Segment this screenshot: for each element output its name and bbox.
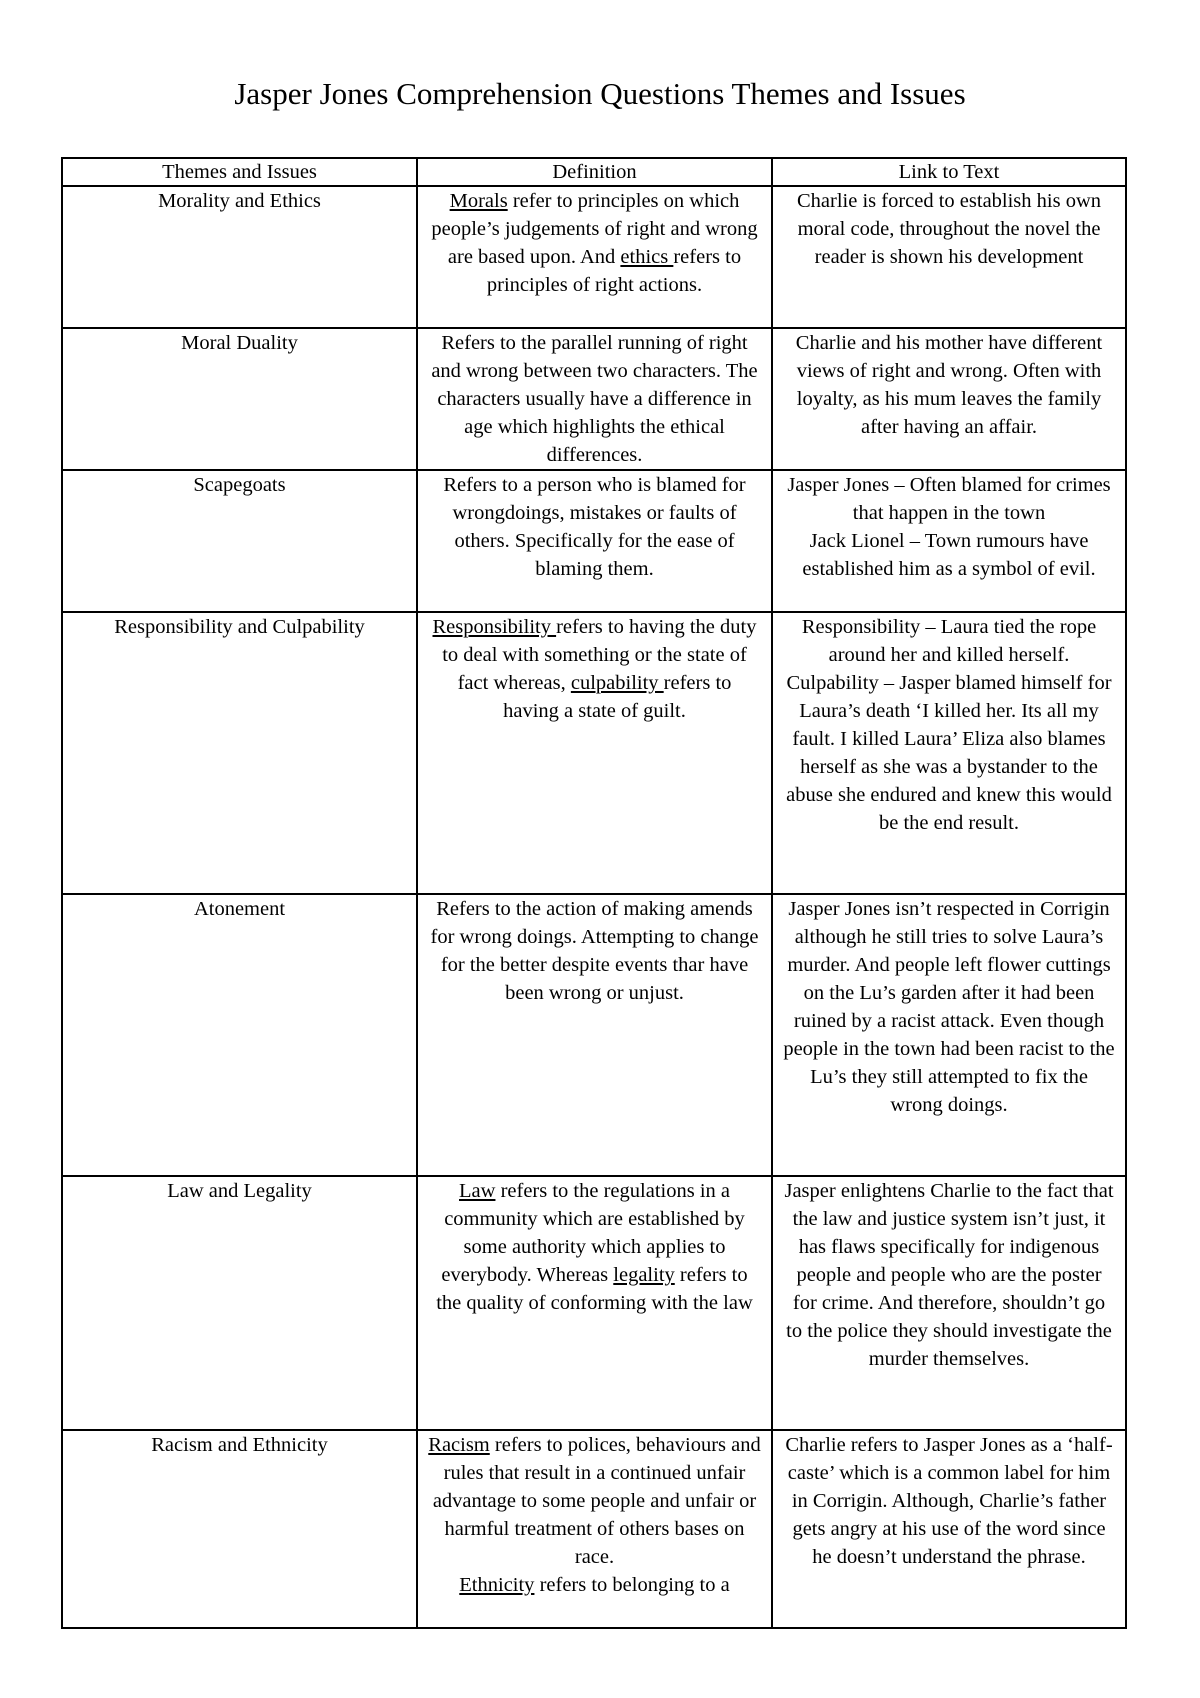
column-header-definition: Definition: [417, 158, 772, 186]
link-cell: [772, 186, 1126, 328]
link-cell: [772, 470, 1126, 612]
table-row: [62, 1430, 1126, 1628]
definition-text: refers to polices, behaviours and rules that result in a continued unfair advantage to some people and unfair or harmful treatment of others bases on race.: [432, 1434, 761, 1568]
definition-paragraph: [428, 1571, 761, 1599]
definition-text: refers to having the duty to deal with something or the state of fact whereas,: [442, 616, 757, 694]
table-row: [62, 470, 1126, 612]
link-cell: [772, 328, 1126, 470]
theme-cell: Law and Legality: [62, 1176, 417, 1430]
table-row: [62, 1176, 1126, 1430]
definition-text: refers to the quality of conforming with the law: [436, 1264, 753, 1314]
definition-text: Refers to the action of making amends for wrong doings. Attempting to change for the better despite events thar have been wrong or unjust.: [430, 898, 759, 1004]
definition-term: Morals: [449, 190, 508, 212]
definition-text: refer to principles on which people’s judgements of right and wrong are based upon. And: [431, 190, 758, 268]
theme-cell: Racism and Ethnicity: [62, 1430, 417, 1628]
theme-cell: Responsibility and Culpability: [62, 612, 417, 894]
link-text: Jack Lionel – Town rumours have established him as a symbol of evil.: [802, 530, 1096, 580]
theme-cell: Moral Duality: [62, 328, 417, 470]
theme-cell: Atonement: [62, 894, 417, 1176]
table-row: [62, 328, 1126, 470]
definition-cell: [417, 1176, 772, 1430]
table-row: [62, 894, 1126, 1176]
link-text: Jasper enlightens Charlie to the fact that the law and justice system isn’t just, it has flaws specifically for indigenous people and people who are the poster for crime. And therefore, shouldn’t go to the police they should investigate the murder themselves.: [784, 1180, 1114, 1370]
definition-cell: [417, 470, 772, 612]
definition-term: legality: [613, 1264, 675, 1286]
table-row: [62, 612, 1126, 894]
link-text: Charlie refers to Jasper Jones as a ‘half-caste’ which is a common label for him in Corrigin. Although, Charlie’s father gets angry at his use of the word since he doesn’t understand the phrase.: [785, 1434, 1113, 1568]
definition-term: ethics: [620, 246, 674, 268]
column-header-themes: Themes and Issues: [62, 158, 417, 186]
definition-text: Refers to a person who is blamed for wrongdoings, mistakes or faults of others. Specifically for the ease of blaming them.: [443, 474, 746, 580]
link-text: Responsibility – Laura tied the rope around her and killed herself.: [801, 616, 1097, 666]
definition-cell: [417, 612, 772, 894]
definition-text: refers to having a state of guilt.: [503, 672, 732, 722]
link-cell: [772, 894, 1126, 1176]
link-cell: [772, 1176, 1126, 1430]
document-title: Jasper Jones Comprehension Questions Themes and Issues: [234, 76, 966, 111]
link-text: Culpability – Jasper blamed himself for Laura’s death ‘I killed her. Its all my fault. I killed Laura’ Eliza also blames herself as she was a bystander to the abuse she endured and knew this would be the end result.: [786, 672, 1112, 834]
definition-cell: [417, 328, 772, 470]
theme-cell: Scapegoats: [62, 470, 417, 612]
definition-paragraph: [428, 1431, 761, 1571]
link-text: Charlie is forced to establish his own moral code, throughout the novel the reader is shown his development: [796, 190, 1102, 268]
theme-cell: Morality and Ethics: [62, 186, 417, 328]
definition-text: refers to principles of right actions.: [486, 246, 742, 296]
definition-text: Refers to the parallel running of right and wrong between two characters. The characters usually have a difference in age which highlights the ethical differences.: [431, 332, 758, 466]
table-row: [62, 186, 1126, 328]
themes-table: [61, 157, 1127, 1629]
definition-text: refers to belonging to a: [534, 1574, 730, 1596]
definition-cell: [417, 1430, 772, 1628]
column-header-link: Link to Text: [772, 158, 1126, 186]
table-header-row: [62, 158, 1126, 186]
link-text: Charlie and his mother have different views of right and wrong. Often with loyalty, as his mum leaves the family after having an affair.: [795, 332, 1103, 438]
definition-term: Racism: [428, 1434, 490, 1456]
definition-term: Law: [459, 1180, 496, 1202]
definition-term: Responsibility: [432, 616, 557, 638]
link-text: Jasper Jones isn’t respected in Corrigin although he still tries to solve Laura’s murder. And people left flower cuttings on the Lu’s garden after it had been ruined by a racist attack. Even though people in the town had been racist to the Lu’s they still attempted to fix the wrong doings.: [783, 898, 1115, 1116]
definition-cell: [417, 894, 772, 1176]
definition-cell: [417, 186, 772, 328]
link-text: Jasper Jones – Often blamed for crimes that happen in the town: [787, 474, 1111, 524]
definition-term: culpability: [570, 672, 664, 694]
link-cell: [772, 612, 1126, 894]
definition-term: Ethnicity: [459, 1574, 535, 1596]
definition-text: refers to the regulations in a community which are established by some authority which applies to everybody. Whereas: [441, 1180, 745, 1286]
link-cell: [772, 1430, 1126, 1628]
